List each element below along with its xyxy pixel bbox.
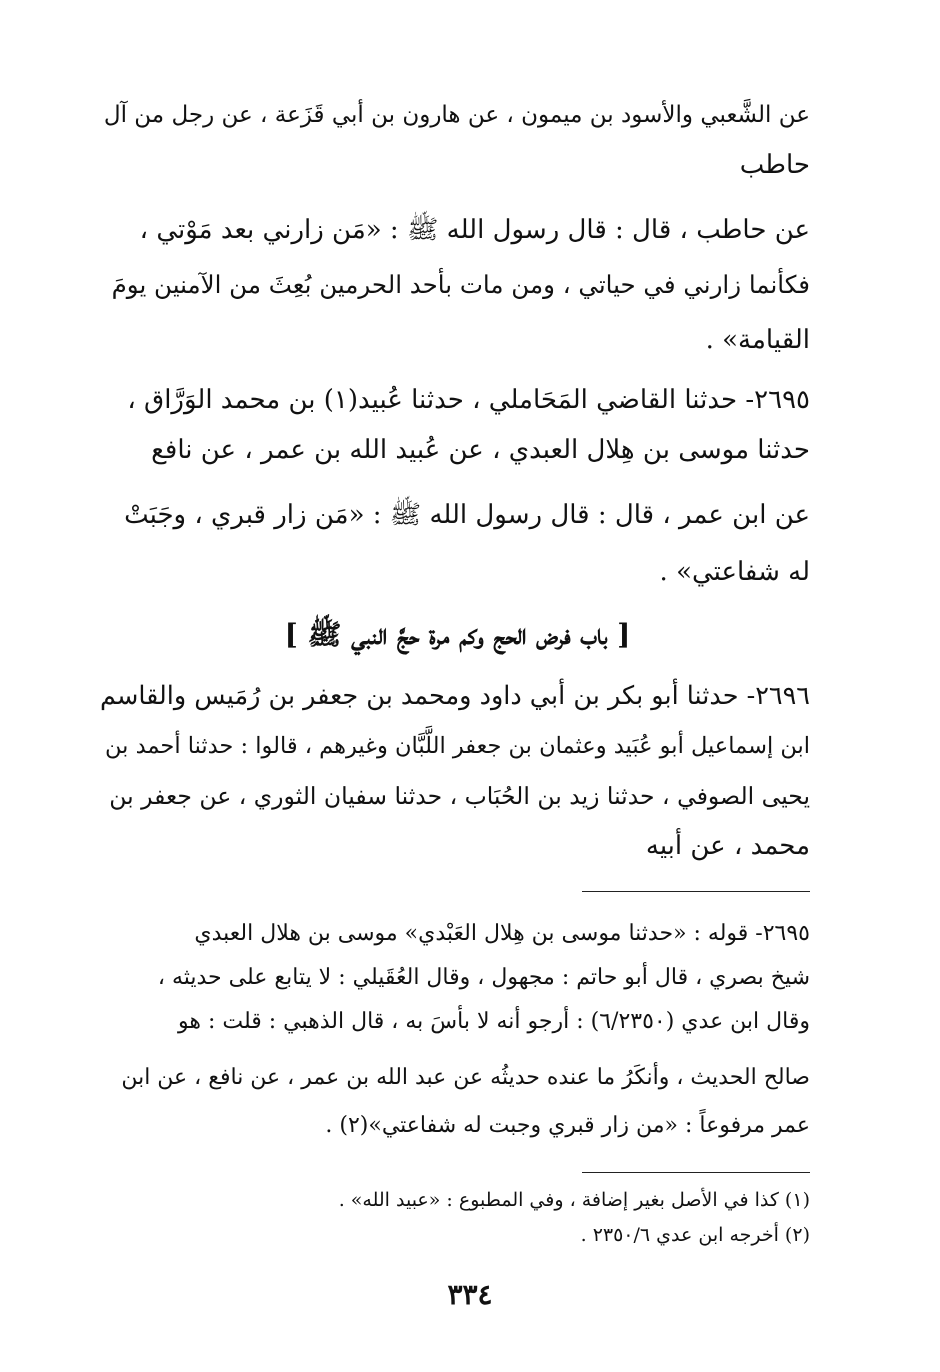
page-number: ٣٣٤ [447, 1278, 493, 1311]
main-line-8: عن ابن عمر ، قال : قال رسول الله ﷺ : «مَن زار قبري ، وجَبَتْ [124, 500, 810, 530]
commentary-line-3: وقال ابن عدي (٦/٢٣٥٠) : أرجو أنه لا بأسَ به ، قال الذهبي : قلت : هو [177, 1009, 810, 1034]
main-line-11: ابن إسماعيل أبو عُبَيد وعثمان بن جعفر اللَّبَّان وغيرهم ، قالوا : حدثنا أحمد بن [105, 733, 810, 759]
main-line-7: حدثنا موسى بن هِلال العبدي ، عن عُبيد الله بن عمر ، عن نافع [151, 435, 810, 465]
main-line-1: عن الشَّعبي والأسود بن ميمون ، عن هارون بن أبي قَزَعة ، عن رجل من آل [103, 102, 810, 128]
main-line-5: القيامة» . [705, 325, 810, 355]
main-line-10: ٢٦٩٦- حدثنا أبو بكر بن أبي داود ومحمد بن جعفر بن رُمَيس والقاسم [99, 681, 810, 711]
main-line-9: له شفاعتي» . [659, 557, 810, 587]
commentary-separator [582, 891, 810, 892]
footnote-1: (١) كذا في الأصل بغير إضافة ، وفي المطبوع : «عبيد الله» . [338, 1189, 810, 1211]
main-line-12: يحيى الصوفي ، حدثنا زيد بن الحُبَاب ، حدثنا سفيان الثوري ، عن جعفر بن [109, 782, 810, 810]
commentary-line-4: صالح الحديث ، وأنكَرُ ما عنده حديثُه عن عبد الله بن عمر ، عن نافع ، عن ابن [121, 1065, 810, 1090]
main-line-4: فكأنما زارني في حياتي ، ومن مات بأحد الحرمين بُعِثَ من الآمنين يومَ [111, 270, 810, 299]
commentary-line-1: ٢٦٩٥- قوله : «حدثنا موسى بن هِلال العَبْدي» موسى بن هلال العبدي [194, 921, 810, 946]
chapter-heading: [ باب فرض الحج وكم مرة حجَّ النبي ﷺ ] [284, 618, 631, 651]
main-line-2: حاطب [739, 150, 810, 180]
footnote-separator [582, 1172, 810, 1173]
main-line-13: محمد ، عن أبيه [645, 831, 810, 861]
main-line-6: ٢٦٩٥- حدثنا القاضي المَحَاملي ، حدثنا عُبيد(١) بن محمد الوَرَّاق ، [127, 385, 810, 415]
commentary-line-2: شيخ بصري ، قال أبو حاتم : مجهول ، وقال العُقَيلي : لا يتابع على حديثه ، [157, 965, 810, 990]
commentary-line-5: عمر مرفوعاً : «من زار قبري وجبت له شفاعتي»(٢) . [325, 1113, 810, 1138]
footnote-2: (٢) أخرجه ابن عدي ٢٣٥٠/٦ . [580, 1224, 810, 1246]
main-line-3: عن حاطب ، قال : قال رسول الله ﷺ : «مَن زارني بعد مَوْتي ، [139, 215, 810, 245]
